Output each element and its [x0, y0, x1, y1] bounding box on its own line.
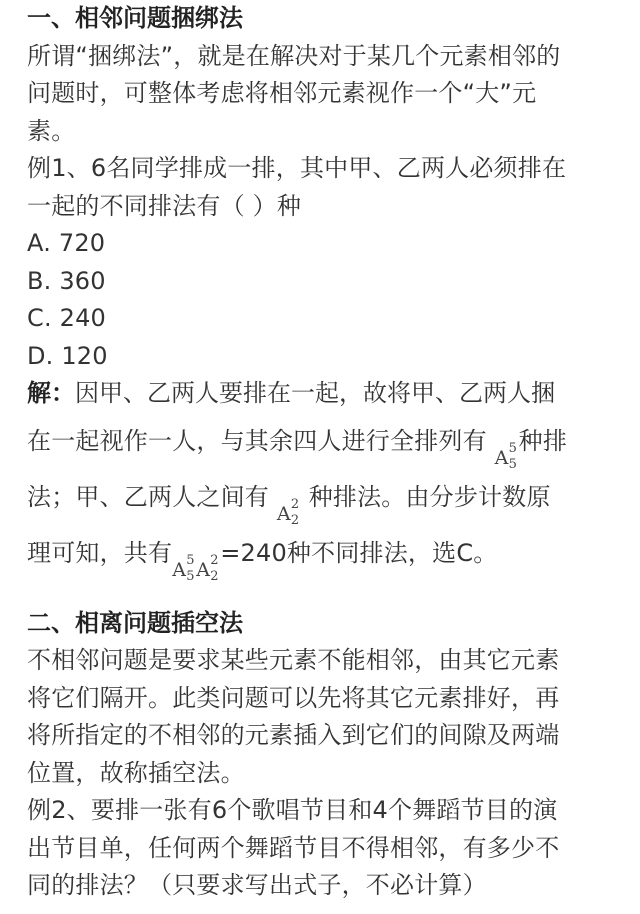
section-2-intro-line: 将所指定的不相邻的元素插入到它们的间隙及两端 — [27, 721, 560, 749]
option-a: A. 720 — [27, 229, 106, 257]
section-2-intro-line: 将它们隔开。此类问题可以先将其它元素排好，再 — [27, 683, 560, 712]
solution-text: 法；甲、乙两人之间有 — [27, 482, 269, 511]
solution-text: 种排法。由分步计数原 — [308, 482, 551, 511]
solution-text: 在一起视作一人，与其余四人进行全排列有 — [27, 426, 487, 455]
example-2-question-line: 例2、要排一张有6个歌唱节目和4个舞蹈节目的演 — [27, 796, 558, 824]
solution-text: 因甲、乙两人要排在一起，故将甲、乙两人捆 — [75, 379, 555, 407]
section-1-intro-line: 素。 — [27, 116, 76, 145]
article — [27, 0, 627, 905]
section-2-intro-line: 不相邻问题是要求某些元素不能相邻，由其它元素 — [27, 646, 560, 674]
permutation-a55-symbol: A 5 5 — [494, 440, 518, 472]
section-1-title: 一、相邻问题捆绑法 — [27, 4, 243, 32]
permutation-a22-symbol: A 2 2 — [196, 552, 219, 584]
option-c: C. 240 — [27, 304, 107, 332]
permutation-a22-symbol: A 2 2 — [276, 496, 300, 528]
section-1-intro-line: 所谓“捆绑法”，就是在解决对于某几个元素相邻的 — [27, 41, 561, 70]
option-b: B. 360 — [27, 266, 106, 295]
solution-line — [27, 469, 627, 528]
section-2-title: 二、相离问题插空法 — [27, 608, 243, 637]
solution-line — [27, 525, 627, 584]
solution-label: 解： — [27, 379, 75, 407]
example-2-question-line: 出节目单，任何两个舞蹈节目不得相邻，有多少不 — [27, 833, 560, 862]
example-1-question-line: 例1、6名同学排成一排，其中甲、乙两人必须排在 — [27, 154, 567, 182]
solution-text: =240种不同排法，选C。 — [220, 538, 498, 567]
section-1-intro-line: 问题时，可整体考虑将相邻元素视作一个“大”元 — [27, 79, 537, 107]
section-spacer — [27, 581, 627, 605]
solution-line — [27, 413, 627, 472]
section-2-intro-line: 位置，故称插空法。 — [27, 758, 245, 787]
solution-line — [27, 375, 627, 413]
example-2-question-line: 同的排法？（只要求写出式子，不必计算） — [27, 871, 487, 899]
solution-text: 种排 — [518, 426, 568, 455]
option-d: D. 120 — [27, 341, 108, 370]
example-1-question-line: 一起的不同排法有（ ）种 — [27, 191, 302, 220]
solution-text: 理可知，共有 — [27, 538, 173, 567]
permutation-a55-symbol: A 5 5 — [172, 552, 195, 584]
